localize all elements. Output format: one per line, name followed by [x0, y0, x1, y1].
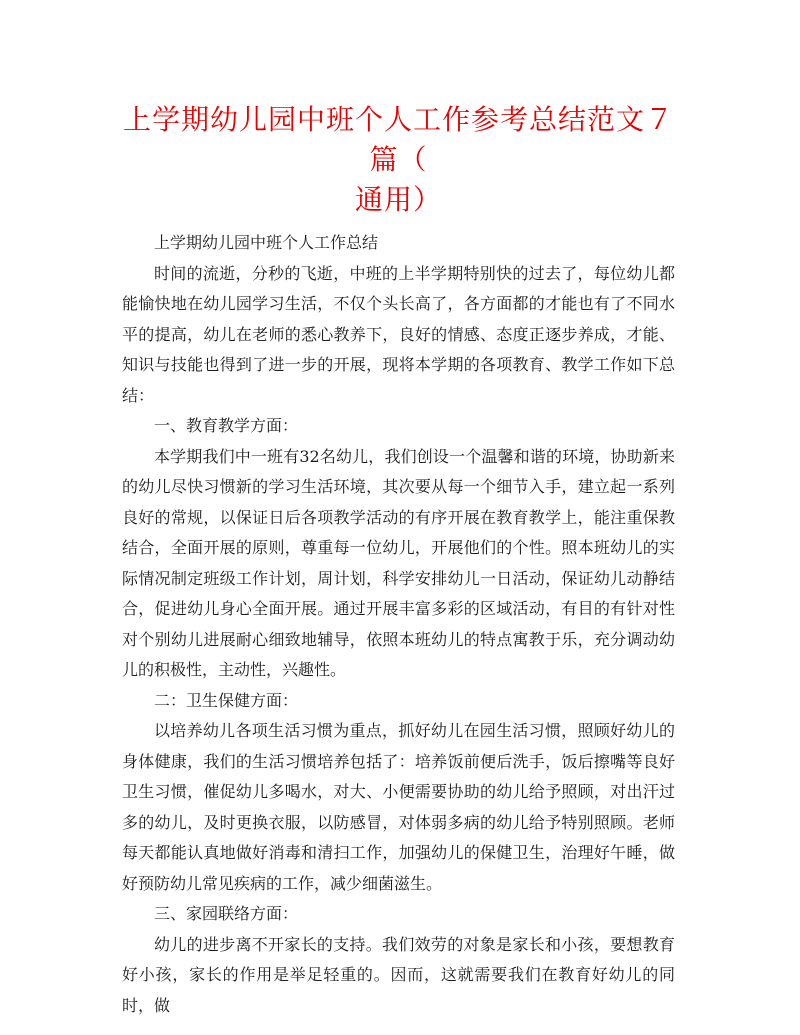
family-paragraph: 幼儿的进步离不开家长的支持。我们效劳的对象是家长和小孩，要想教育好小孩，家长的作用是举足轻重的。因而，这就需要我们在教育好幼儿的同时，做	[122, 934, 675, 1015]
document-body	[122, 228, 675, 1021]
section-subtitle: 上学期幼儿园中班个人工作总结	[154, 233, 379, 252]
intro-paragraph: 时间的流逝，分秒的飞逝，中班的上半学期特别快的过去了，每位幼儿都能愉快地在幼儿园学习生活，不仅个头长高了，各方面都的才能也有了不同水平的提高，幼儿在老师的悉心教养下，良好的情感、态度正逐步养成，才能、知识与技能也得到了进一步的开展，现将本学期的各项教育、教学工作如下总结：	[122, 263, 675, 405]
section-heading-family: 三、家园联络方面：	[154, 904, 299, 923]
title-line-2: 通用）	[354, 183, 442, 216]
teaching-paragraph: 本学期我们中一班有32名幼儿，我们创设一个温馨和谐的环境，协助新来的幼儿尽快习惯新的学习生活环境，其次要从每一个细节入手，建立起一系列良好的常规，以保证日后各项教学活动的有序开展在教育教学上，能注重保教结合，全面开展的原则，尊重每一位幼儿，开展他们的个性。照本班幼儿的实际情况制定班级工作计划，周计划，科学安排幼儿一日活动，保证幼儿动静结合，促进幼儿身心全面开展。通过开展丰富多彩的区域活动，有目的有针对性对个别幼儿进展耐心细致地辅导，依照本班幼儿的特点寓教于乐，充分调动幼儿的积极性，主动性，兴趣性。	[122, 446, 675, 679]
title-line-1: 上学期幼儿园中班个人工作参考总结范文７篇（	[122, 103, 674, 176]
health-paragraph: 以培养幼儿各项生活习惯为重点，抓好幼儿在园生活习惯，照顾好幼儿的身体健康，我们的生活习惯培养包括了：培养饭前便后洗手，饭后擦嘴等良好卫生习惯，催促幼儿多喝水，对大、小便需要协助的幼儿给予照顾，对出汗过多的幼儿，及时更换衣服，以防感冒，对体弱多病的幼儿给予特别照顾。老师每天都能认真地做好消毒和清扫工作，加强幼儿的保健卫生，治理好午睡，做好预防幼儿常见疾病的工作，减少细菌滋生。	[122, 721, 675, 893]
document-title	[122, 100, 675, 220]
section-heading-health: 二：卫生保健方面：	[154, 690, 299, 710]
section-heading-teaching: 一、教育教学方面：	[154, 416, 299, 435]
